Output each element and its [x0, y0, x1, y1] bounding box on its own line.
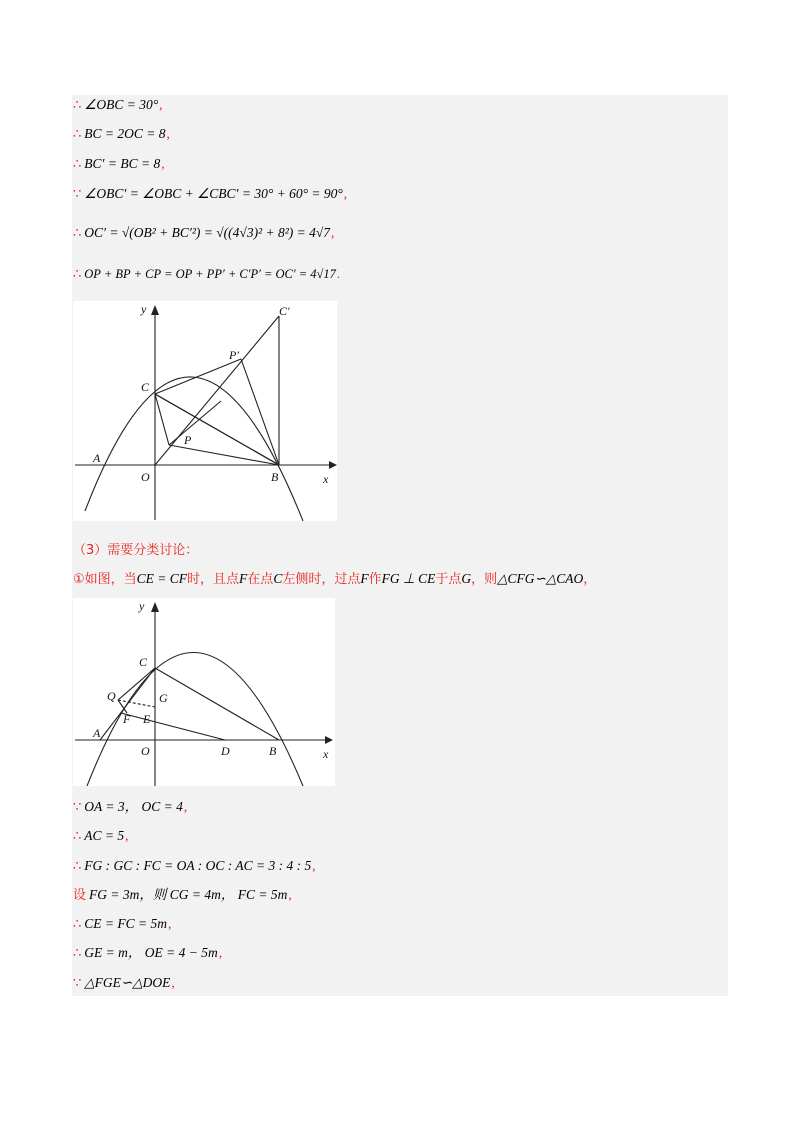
- because-icon: ∵: [73, 976, 82, 991]
- because-icon: ∵: [73, 187, 82, 202]
- derivation-line: ∴ GE = m， OE = 4 − 5m,: [73, 945, 223, 961]
- therefore-icon: ∴: [73, 98, 82, 113]
- derivation-line: ∴ OC′ = √(OB² + BC′²) = √((4√3)² + 8²) = 4√7,: [73, 225, 335, 241]
- derivation-line: 设 FG = 3m，则 CG = 4m， FC = 5m,: [73, 887, 292, 903]
- label-e: E: [143, 712, 151, 726]
- label-x: x: [323, 747, 329, 761]
- label-c: C: [139, 655, 148, 669]
- derivation-line: ∴ FG : GC : FC = OA : OC : AC = 3 : 4 : 5,: [73, 858, 316, 874]
- label-a: A: [93, 726, 101, 740]
- label-b: B: [269, 744, 277, 758]
- label-y: y: [139, 599, 145, 613]
- label-p-prime: P′: [229, 348, 239, 362]
- therefore-icon: ∴: [73, 917, 82, 932]
- derivation-line: ∵ △FGE∽△DOE,: [73, 975, 175, 991]
- derivation-line: ∴ BC′ = BC = 8,: [73, 156, 165, 172]
- label-o: O: [141, 744, 150, 758]
- case-1-statement: ①如图，当CE = CF时，且点F在点C左侧时，过点F作FG ⊥ CE于点G，则△CFG∽△CAO，: [73, 571, 597, 587]
- label-d: D: [221, 744, 230, 758]
- therefore-icon: ∴: [73, 226, 82, 241]
- derivation-line: ∵ ∠OBC′ = ∠OBC + ∠CBC′ = 30° + 60° = 90°,: [73, 186, 348, 202]
- geometry-figure-1: [73, 301, 337, 521]
- label-o: O: [141, 470, 150, 484]
- derivation-line: ∴ AC = 5,: [73, 828, 129, 844]
- label-c: C: [141, 380, 150, 394]
- therefore-icon: ∴: [73, 829, 82, 844]
- derivation-line: ∴ BC = 2OC = 8,: [73, 126, 170, 142]
- derivation-line: ∵ OA = 3， OC = 4,: [73, 799, 188, 815]
- derivation-line: ∴ ∠OBC = 30°,: [73, 97, 163, 113]
- label-p: P: [184, 433, 192, 447]
- geometry-figure-2: [73, 598, 335, 786]
- label-q: Q: [107, 689, 116, 703]
- because-icon: ∵: [73, 800, 82, 815]
- label-x: x: [323, 472, 329, 486]
- therefore-icon: ∴: [73, 859, 82, 874]
- therefore-icon: ∴: [73, 267, 82, 282]
- label-b: B: [271, 470, 279, 484]
- derivation-line: ∴ OP + BP + CP = OP + PP′ + C′P′ = OC′ = 4√17.: [73, 267, 341, 282]
- label-f: F: [123, 712, 131, 726]
- label-a: A: [93, 451, 101, 465]
- therefore-icon: ∴: [73, 157, 82, 172]
- therefore-icon: ∴: [73, 127, 82, 142]
- let-label: 设: [73, 888, 87, 903]
- derivation-line: ∴ CE = FC = 5m,: [73, 916, 172, 932]
- label-y: y: [141, 302, 147, 316]
- therefore-icon: ∴: [73, 946, 82, 961]
- label-c-prime: C′: [279, 304, 290, 318]
- label-g: G: [159, 691, 168, 705]
- section-heading: （3）需要分类讨论：: [73, 543, 199, 558]
